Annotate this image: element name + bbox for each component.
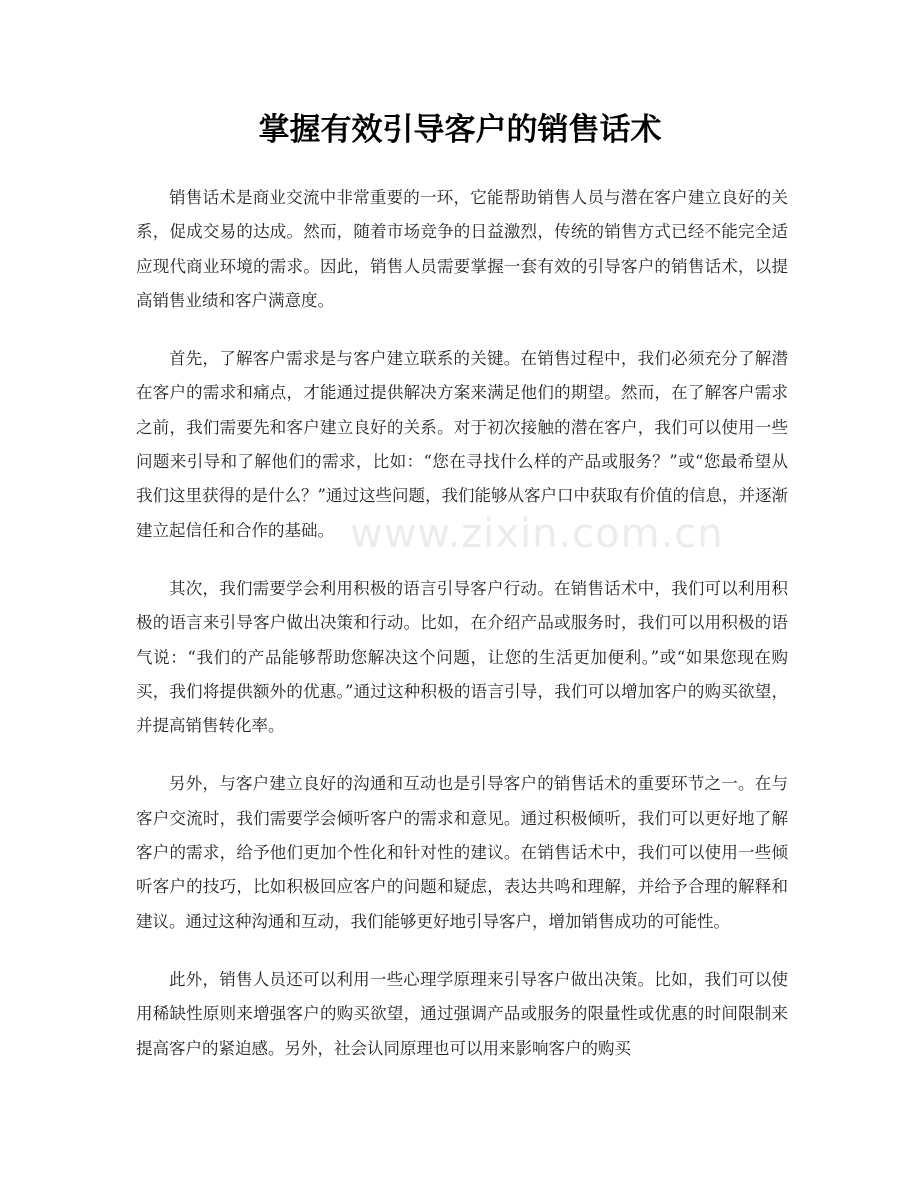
document-body	[136, 181, 788, 1090]
watermark: www.zixin.com.cn	[350, 511, 724, 557]
paragraph-5: 此外，销售人员还可以利用一些心理学原理来引导客户做出决策。比如，我们可以使用稀缺性原则来增强客户的购买欲望，通过强调产品或服务的限量性或优惠的时间限制来提高客户的紧迫感。另外，社会认同原理也可以用来影响客户的购买	[136, 969, 788, 1058]
paragraph-3: 其次，我们需要学会利用积极的语言引导客户行动。在销售话术中，我们可以利用积极的语言来引导客户做出决策和行动。比如，在介绍产品或服务时，我们可以用积极的语气说：“我们的产品能够帮助您解决这个问题，让您的生活更加便利。”或“如果您现在购买，我们将提供额外的优惠。”通过这种积极的语言引导，我们可以增加客户的购买欲望，并提高销售转化率。	[136, 578, 788, 736]
paragraph-4: 另外，与客户建立良好的沟通和互动也是引导客户的销售话术的重要环节之一。在与客户交流时，我们需要学会倾听客户的需求和意见。通过积极倾听，我们可以更好地了解客户的需求，给予他们更加个性化和针对性的建议。在销售话术中，我们可以使用一些倾听客户的技巧，比如积极回应客户的问题和疑虑，表达共鸣和理解，并给予合理的解释和建议。通过这种沟通和互动，我们能够更好地引导客户，增加销售成功的可能性。	[136, 774, 788, 931]
paragraph-1: 销售话术是商业交流中非常重要的一环，它能帮助销售人员与潜在客户建立良好的关系，促成交易的达成。然而，随着市场竞争的日益激烈，传统的销售方式已经不能完全适应现代商业环境的需求。因此，销售人员需要掌握一套有效的引导客户的销售话术，以提高销售业绩和客户满意度。	[136, 188, 788, 310]
paragraph-2: 首先，了解客户需求是与客户建立联系的关键。在销售过程中，我们必须充分了解潜在客户的需求和痛点，才能通过提供解决方案来满足他们的期望。然而，在了解客户需求之前，我们需要先和客户建立良好的关系。对于初次接触的潜在客户，我们可以使用一些问题来引导和了解他们的需求，比如：“您在寻找什么样的产品或服务？”或“您最希望从我们这里获得的是什么？”通过这些问题，我们能够从客户口中获取有价值的信息，并逐渐建立起信任和合作的基础。	[136, 349, 788, 540]
document-title: 掌握有效引导客户的销售话术	[258, 112, 662, 148]
